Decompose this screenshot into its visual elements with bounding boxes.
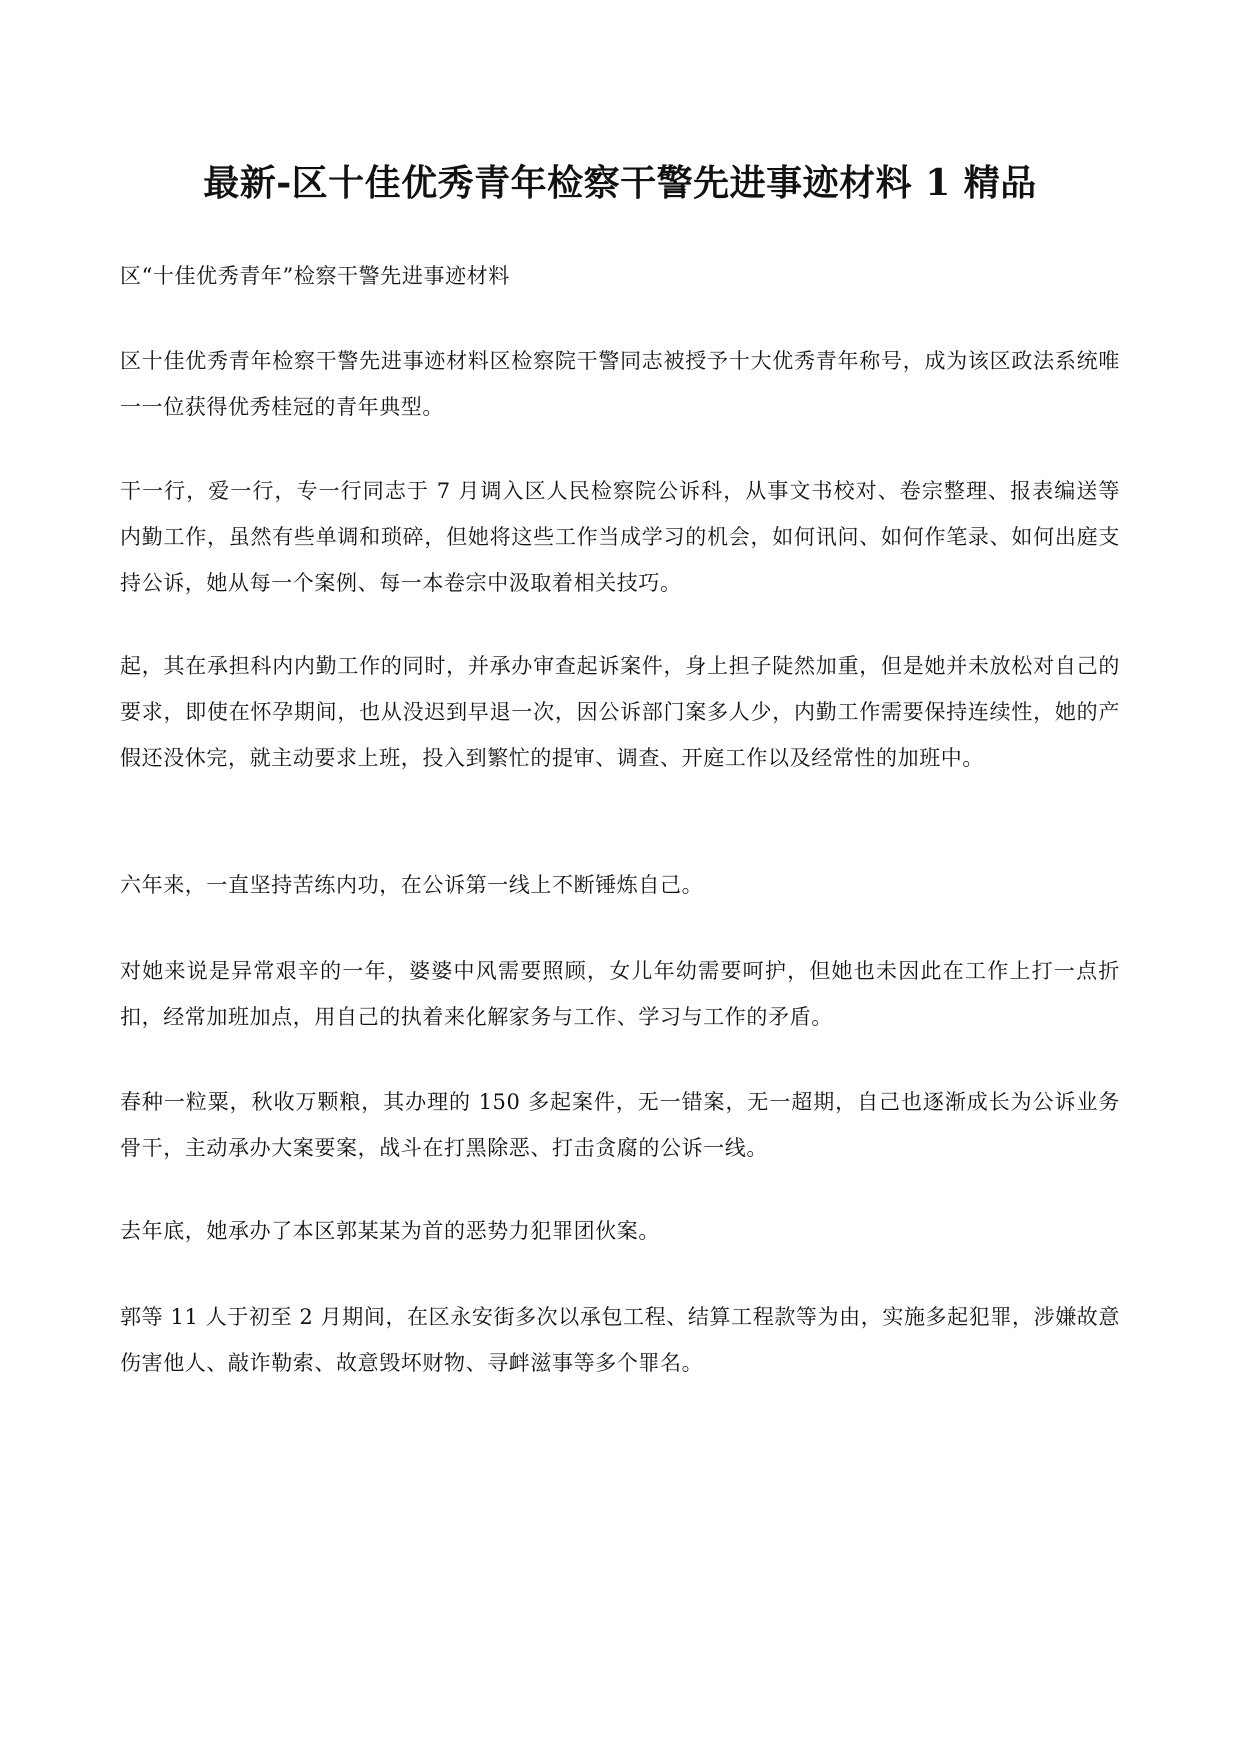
paragraph-8: 郭等 11 人于初至 2 月期间，在区永安街多次以承包工程、结算工程款等为由，实施多起犯罪，涉嫌故意伤害他人、敲诈勒索、故意毁坏财物、寻衅滋事等多个罪名。 xyxy=(120,1305,1120,1375)
paragraph-1: 区十佳优秀青年检察干警先进事迹材料区检察院干警同志被授予十大优秀青年称号，成为该区政法系统唯一一位获得优秀桂冠的青年典型。 xyxy=(120,349,1120,419)
paragraph-4: 六年来，一直坚持苦练内功，在公诉第一线上不断锤炼自己。 xyxy=(120,873,704,897)
paragraph-6: 春种一粒粟，秋收万颗粮，其办理的 150 多起案件，无一错案，无一超期，自己也逐渐成长为公诉业务骨干，主动承办大案要案，战斗在打黑除恶、打击贪腐的公诉一线。 xyxy=(120,1090,1120,1160)
document-subtitle: 区“十佳优秀青年”检察干警先进事迹材料 xyxy=(120,264,510,288)
paragraph-5: 对她来说是异常艰辛的一年，婆婆中风需要照顾，女儿年幼需要呵护，但她也未因此在工作上打一点折扣，经常加班加点，用自己的执着来化解家务与工作、学习与工作的矛盾。 xyxy=(120,959,1120,1029)
paragraph-7: 去年底，她承办了本区郭某某为首的恶势力犯罪团伙案。 xyxy=(120,1219,660,1243)
paragraph-2: 干一行，爱一行，专一行同志于 7 月调入区人民检察院公诉科，从事文书校对、卷宗整理、报表编送等内勤工作，虽然有些单调和琐碎，但她将这些工作当成学习的机会，如何讯问、如何作笔录、如何出庭支持公诉，她从每一个案例、每一本卷宗中汲取着相关技巧。 xyxy=(120,479,1120,595)
paragraph-3: 起，其在承担科内内勤工作的同时，并承办审查起诉案件，身上担子陡然加重，但是她并未放松对自己的要求，即使在怀孕期间，也从没迟到早退一次，因公诉部门案多人少，内勤工作需要保持连续性，她的产假还没休完，就主动要求上班，投入到繁忙的提审、调查、开庭工作以及经常性的加班中。 xyxy=(120,654,1120,770)
document-title: 最新-区十佳优秀青年检察干警先进事迹材料 1 精品 xyxy=(203,162,1037,204)
